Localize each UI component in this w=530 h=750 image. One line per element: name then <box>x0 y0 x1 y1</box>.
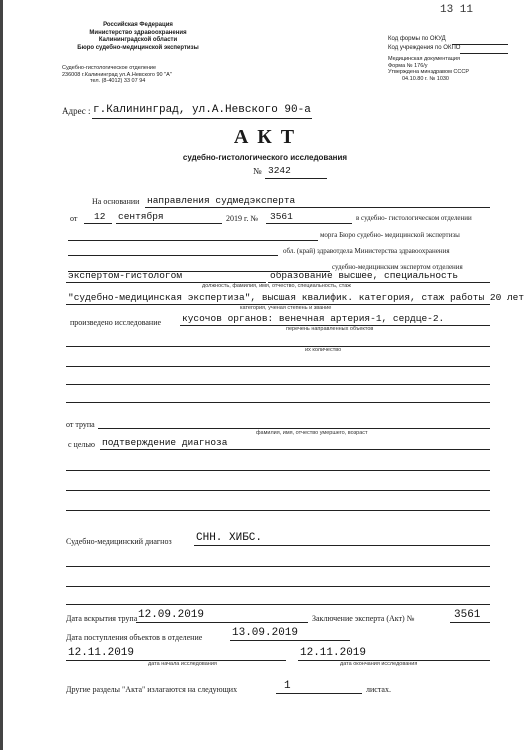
org-line: Российская Федерация <box>103 22 173 28</box>
dept-line: 236008 г.Калининград ул.А.Невского 90 "А" <box>62 71 172 78</box>
day-line <box>84 223 112 224</box>
start-date-caption: дата начала исследования <box>148 661 217 667</box>
dest-line-1: в судебно- гистологическом отделении <box>356 214 472 222</box>
autopsy-date-line <box>136 622 308 623</box>
purpose-line <box>100 449 490 450</box>
month-value: сентября <box>118 211 164 222</box>
blank-line <box>66 470 490 471</box>
okpo-line <box>460 53 508 54</box>
act-subtitle: судебно-гистологического исследования <box>182 153 348 162</box>
purpose-label: с целью <box>68 440 95 449</box>
organization-header <box>68 22 208 52</box>
conclusion-value: 3561 <box>454 609 481 621</box>
autopsy-date-label: Дата вскрытия трупа <box>66 614 138 623</box>
footer-label: Другие разделы "Акта" излагаются на следующих <box>66 685 238 694</box>
purpose-value: подтверждение диагноза <box>102 437 228 448</box>
expert-caption: должность, фамилия, имя, отчество, специальность, стаж <box>202 283 351 289</box>
basis-line <box>145 207 490 208</box>
conclusion-line <box>450 622 490 623</box>
address-line <box>92 118 312 119</box>
org-line: Бюро судебно-медицинской экспертизы <box>77 44 199 51</box>
corner-note: 13 11 <box>440 4 474 16</box>
dest-line-2: морга Бюро судебно- медицинской экспертизы <box>320 231 460 239</box>
blank-line <box>66 490 490 491</box>
diagnosis-line <box>194 545 490 546</box>
received-date-value: 13.09.2019 <box>232 627 299 639</box>
diagnosis-label: Судебно-медицинский диагноз <box>66 537 172 546</box>
blank-line <box>68 240 318 241</box>
basis-value: направления судмедэксперта <box>147 195 296 206</box>
address-value: г.Калининград, ул.А.Невского 90-а <box>93 104 311 116</box>
research-label: произведено исследование <box>70 318 162 327</box>
okud-label: Код формы по ОКУД <box>388 36 446 42</box>
day-value: 12 <box>94 211 106 222</box>
dept-line: Судебно-гистологическое отделение <box>62 65 157 71</box>
department-block <box>62 65 172 85</box>
expert-specialty: "судебно-медицинская экспертиза", высшая квалифик. категория, стаж работы 20 лет <box>68 292 525 303</box>
expert-education: образование высшее, специальность <box>270 270 459 281</box>
scan-edge <box>0 0 3 750</box>
blank-line <box>66 586 490 587</box>
ref-number: 3561 <box>270 211 293 222</box>
dept-line: тел. (8-4012) 33 07 94 <box>90 78 146 84</box>
blank-line <box>66 604 490 605</box>
corpse-label: от трупа <box>66 420 95 429</box>
org-line: Министерство здравоохранения <box>89 29 187 36</box>
ref-number-line <box>266 223 352 224</box>
blank-line <box>66 346 490 347</box>
month-line <box>116 223 222 224</box>
research-value: кусочов органов: венечная артерия-1, сердце-2. <box>182 313 445 324</box>
footer-pages: 1 <box>284 680 291 692</box>
end-date-caption: дата окончания исследования <box>340 661 418 667</box>
basis-label: На основании <box>92 197 140 206</box>
act-number: 3242 <box>268 165 291 176</box>
act-number-label: № <box>253 166 262 176</box>
footer-suffix: листах. <box>366 685 391 694</box>
autopsy-date-value: 12.09.2019 <box>138 609 205 621</box>
blank-line <box>66 566 490 567</box>
start-date-value: 12.11.2019 <box>68 647 135 659</box>
doc-line: Утверждена минздравом СССР <box>388 69 469 75</box>
doc-line: 04.10.80 г. № 1030 <box>402 75 449 82</box>
corpse-caption: фамилия, имя, отчество умершего, возраст <box>256 430 368 436</box>
medical-doc-block <box>388 56 469 82</box>
expert-position: экспертом-гистологом <box>68 270 183 281</box>
specialty-caption: категория, ученая степень и звание <box>240 305 332 311</box>
corpse-line <box>98 428 490 429</box>
blank-line <box>66 510 490 511</box>
doc-line: Форма № 176/у <box>388 62 428 69</box>
received-date-label: Дата поступления объектов в отделение <box>66 633 203 642</box>
blank-line <box>68 255 278 256</box>
blank-line <box>66 402 490 403</box>
okpo-label: Код учреждения по ОКПО <box>388 45 461 51</box>
research-caption-count: их количество <box>305 347 342 353</box>
act-title: А К Т <box>233 126 297 148</box>
received-date-line <box>230 640 350 641</box>
research-caption-objects: перечень направленных объектов <box>286 326 374 332</box>
year-label: 2019 г. № <box>226 214 259 223</box>
diagnosis-value: СНН. ХИБС. <box>196 532 263 544</box>
dest-line-3: обл. (край) здравотдела Министерства здравоохранения <box>283 247 450 255</box>
end-date-value: 12.11.2019 <box>300 647 367 659</box>
org-line: Калининградской области <box>98 37 178 43</box>
footer-pages-line <box>276 693 362 694</box>
doc-line: Медицинская документация <box>388 56 460 62</box>
address-label: Адрес : <box>62 106 91 116</box>
act-number-line <box>265 178 327 179</box>
dest-line-4: судебно-медицинским экспертом отделения <box>332 263 463 271</box>
from-label: от <box>70 214 78 223</box>
blank-line <box>66 366 490 367</box>
blank-line <box>66 384 490 385</box>
conclusion-label: Заключение эксперта (Акт) № <box>312 614 415 623</box>
